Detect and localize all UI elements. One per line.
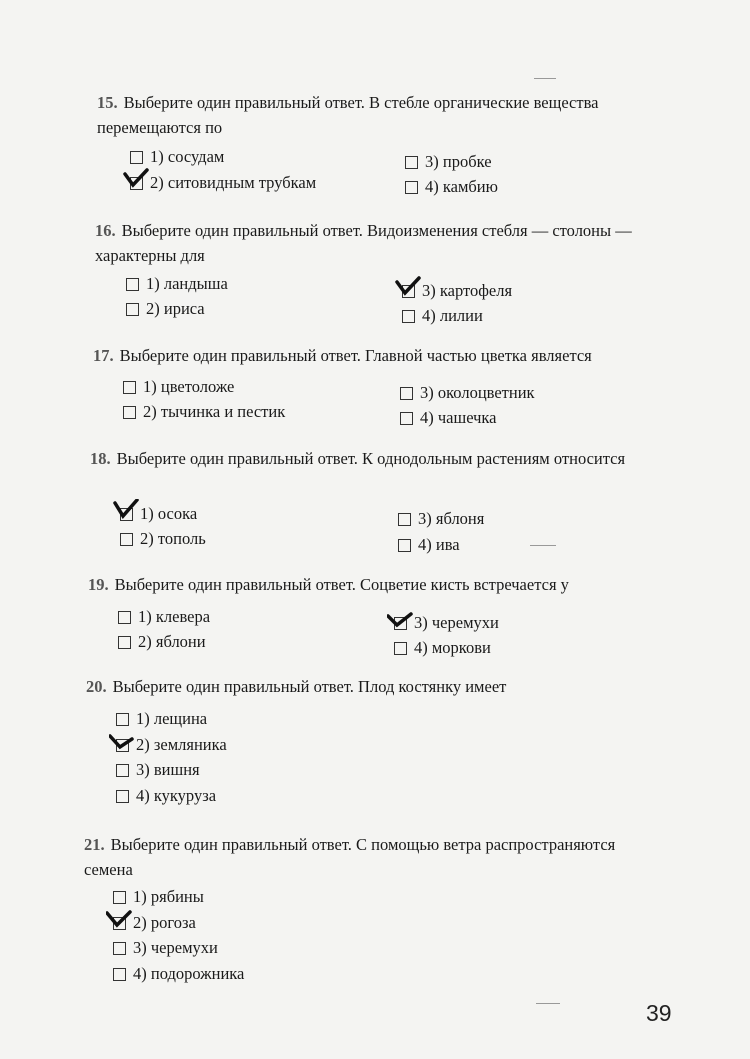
question-body: Выберите один правильный ответ. К однодольным растениям относится <box>116 449 626 468</box>
checkbox[interactable] <box>126 303 139 316</box>
question-number: 16. <box>95 221 116 240</box>
checkbox[interactable] <box>120 533 133 546</box>
question-body: Выберите один правильный ответ. Плод костянку имеет <box>112 677 507 696</box>
answer-option[interactable] <box>116 759 200 781</box>
checkbox[interactable] <box>118 636 131 649</box>
checkbox-checked[interactable] <box>116 739 129 752</box>
option-label: 2) яблони <box>138 632 206 651</box>
option-label: 1) рябины <box>133 887 204 906</box>
option-label: 2) тычинка и пестик <box>143 402 286 421</box>
option-label: 3) черемухи <box>414 613 499 632</box>
option-label: 2) тополь <box>140 529 206 548</box>
checkbox[interactable] <box>116 713 129 726</box>
answer-option[interactable] <box>116 734 227 756</box>
option-label: 3) черемухи <box>133 938 218 957</box>
question-text <box>93 343 663 368</box>
question-text <box>95 218 665 268</box>
answer-option[interactable] <box>120 503 197 525</box>
answer-option[interactable] <box>402 305 483 327</box>
option-label: 1) ландыша <box>146 274 228 293</box>
check-mark-icon <box>123 168 149 192</box>
option-label: 3) яблоня <box>418 509 485 528</box>
question-body: Выберите один правильный ответ. Видоизменения стебля — столоны — характерны для <box>95 221 632 265</box>
question-number: 20. <box>86 677 107 696</box>
checkbox-checked[interactable] <box>394 617 407 630</box>
checkbox[interactable] <box>405 156 418 169</box>
answer-option[interactable] <box>402 280 512 302</box>
question-number: 21. <box>84 835 105 854</box>
checkbox[interactable] <box>400 387 413 400</box>
checkbox[interactable] <box>130 151 143 164</box>
check-mark-icon <box>113 499 139 523</box>
option-label: 3) картофеля <box>422 281 513 300</box>
checkbox[interactable] <box>405 181 418 194</box>
answer-option[interactable] <box>126 298 205 320</box>
answer-option[interactable] <box>394 637 491 659</box>
answer-option[interactable] <box>113 912 196 934</box>
question-text <box>90 446 660 471</box>
answer-option[interactable] <box>113 963 244 985</box>
page-number: 39 <box>646 1000 672 1026</box>
answer-option[interactable] <box>113 937 218 959</box>
answer-option[interactable] <box>400 382 535 404</box>
answer-option[interactable] <box>398 534 460 556</box>
question-text <box>88 572 658 597</box>
question-body: Выберите один правильный ответ. С помощью ветра распространяются семена <box>84 835 616 879</box>
checkbox[interactable] <box>398 513 411 526</box>
option-label: 2) ириса <box>146 299 205 318</box>
scan-artifact <box>536 1003 560 1004</box>
question-text <box>97 90 667 140</box>
answer-option[interactable] <box>400 407 497 429</box>
checkbox[interactable] <box>116 790 129 803</box>
option-label: 4) чашечка <box>420 408 497 427</box>
option-label: 4) лилии <box>422 306 483 325</box>
checkbox[interactable] <box>116 764 129 777</box>
option-label: 4) камбию <box>425 177 498 196</box>
question-number: 18. <box>90 449 111 468</box>
checkbox[interactable] <box>400 412 413 425</box>
checkbox[interactable] <box>123 381 136 394</box>
option-label: 2) земляника <box>136 735 227 754</box>
question-number: 17. <box>93 346 114 365</box>
answer-option[interactable] <box>116 708 207 730</box>
answer-option[interactable] <box>405 176 498 198</box>
question-text <box>86 674 656 699</box>
checkbox[interactable] <box>113 968 126 981</box>
checkbox[interactable] <box>113 891 126 904</box>
answer-option[interactable] <box>394 612 499 634</box>
checkbox-checked[interactable] <box>113 917 126 930</box>
answer-option[interactable] <box>123 376 234 398</box>
question-body: Выберите один правильный ответ. Соцветие кисть встречается у <box>114 575 569 594</box>
answer-option[interactable] <box>120 528 206 550</box>
scan-artifact <box>534 78 556 79</box>
checkbox[interactable] <box>402 310 415 323</box>
option-label: 4) ива <box>418 535 460 554</box>
check-mark-icon <box>106 908 132 932</box>
checkbox[interactable] <box>126 278 139 291</box>
check-mark-icon <box>395 276 421 300</box>
answer-option[interactable] <box>118 606 210 628</box>
question-body: Выберите один правильный ответ. В стебле органические вещества перемещаются по <box>97 93 599 137</box>
option-label: 1) осока <box>140 504 198 523</box>
answer-option[interactable] <box>123 401 285 423</box>
option-label: 4) кукуруза <box>136 786 217 805</box>
answer-option[interactable] <box>118 631 206 653</box>
option-label: 3) пробке <box>425 152 492 171</box>
option-label: 4) моркови <box>414 638 491 657</box>
option-label: 2) рогоза <box>133 913 196 932</box>
check-mark-icon <box>109 730 135 754</box>
checkbox-checked[interactable] <box>402 285 415 298</box>
option-label: 1) цветоложе <box>143 377 235 396</box>
question-text <box>84 832 654 882</box>
answer-option[interactable] <box>405 151 492 173</box>
answer-option[interactable] <box>130 146 224 168</box>
option-label: 1) лещина <box>136 709 208 728</box>
question-number: 19. <box>88 575 109 594</box>
answer-option[interactable] <box>398 508 484 530</box>
option-label: 1) клевера <box>138 607 211 626</box>
scan-artifact <box>530 545 556 546</box>
checkbox[interactable] <box>123 406 136 419</box>
option-label: 4) подорожника <box>133 964 245 983</box>
answer-option[interactable] <box>113 886 204 908</box>
checkbox[interactable] <box>398 539 411 552</box>
check-mark-icon <box>387 608 413 632</box>
checkbox[interactable] <box>118 611 131 624</box>
checkbox-checked[interactable] <box>130 177 143 190</box>
question-number: 15. <box>97 93 118 112</box>
option-label: 1) сосудам <box>150 147 225 166</box>
option-label: 3) вишня <box>136 760 200 779</box>
answer-option[interactable] <box>130 172 316 194</box>
option-label: 3) околоцветник <box>420 383 535 402</box>
answer-option[interactable] <box>126 273 228 295</box>
checkbox[interactable] <box>113 942 126 955</box>
checkbox-checked[interactable] <box>120 508 133 521</box>
checkbox[interactable] <box>394 642 407 655</box>
question-body: Выберите один правильный ответ. Главной частью цветка является <box>119 346 592 365</box>
option-label: 2) ситовидным трубкам <box>150 173 317 192</box>
answer-option[interactable] <box>116 785 216 807</box>
